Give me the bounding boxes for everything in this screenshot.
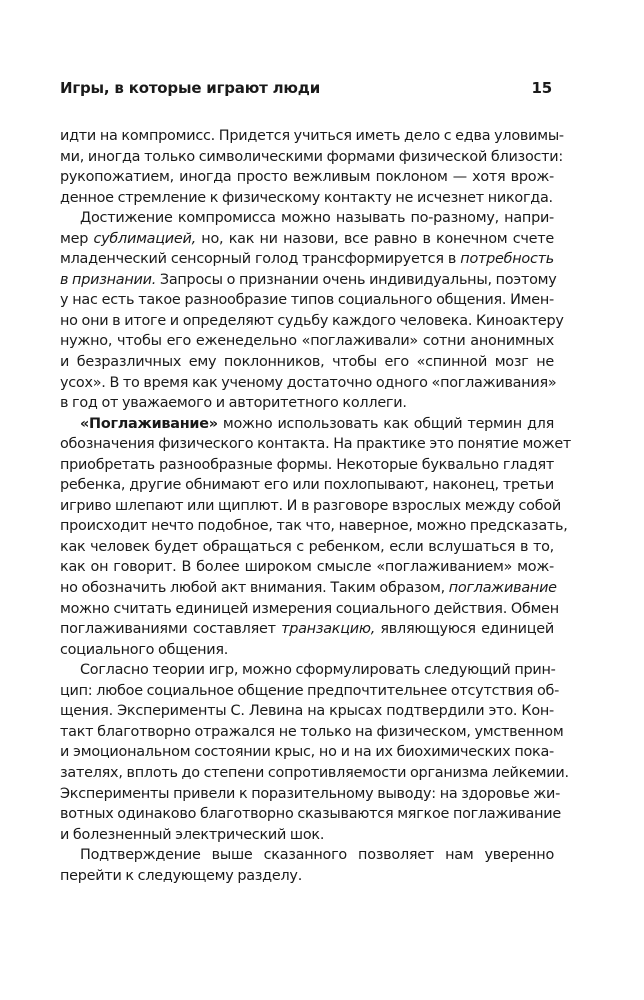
text-line: Достижение компромисса можно называть по-разному, напри- [80,210,554,227]
text-line [60,270,557,291]
text-line: Согласно теории игр, можно сформулировать следующий прин- [80,662,556,679]
text-line: зателях, вплоть до степени сопротивляемости организма лейкемии. [60,764,569,781]
text-line: как человек будет обращаться с ребенком, если вслушаться в то, [60,538,554,555]
paragraph [60,414,572,661]
text-line: ми, иногда только символическими формами физической близости: [60,148,563,165]
text-line: идти на компромисс. Придется учиться иметь дело с едва уловимы- [60,128,564,144]
body-text [60,126,572,886]
page-number: 15 [531,79,552,97]
bold-term: «Поглаживание» [80,415,218,432]
text-segment: поглаживаниями составляет [60,621,282,638]
text-segment: но обозначить любой акт внимания. Таким образом, [60,580,449,597]
italic-term: в признании. [60,271,157,288]
text-segment: младенческий сенсорный голод трансформируется в [60,251,461,268]
text-line: ребенка, другие обнимают его или похлопывают, наконец, третьи [60,477,554,494]
text-line: но они в итоге и определяют судьбу каждого человека. Киноактеру [60,312,564,329]
text-line: и безразличных ему поклонников, чтобы его «спинной мозг не [60,354,554,371]
text-line [60,578,557,599]
text-line: усох». В то время как ученому достаточно одного «поглаживания» [60,374,557,391]
text-line: Подтверждение выше сказанного позволяет нам уверенно [80,847,554,864]
text-segment: можно использовать как общий термин для [217,415,554,432]
paragraph [60,845,554,886]
text-line: денное стремление к физическому контакту не исчезнет никогда. [60,189,553,206]
text-line: социального общения. [60,641,229,658]
italic-term: сублимацией, [93,230,196,247]
text-line: у нас есть такое разнообразие типов социального общения. Имен- [60,292,554,309]
text-line: приобретать разнообразные формы. Некоторые буквально гладят [60,456,554,473]
text-line: такт благотворно отражался не только на физическом, умственном [60,723,564,740]
text-line: в год от уважаемого и авторитетного коллеги. [60,395,407,412]
text-line: щения. Эксперименты С. Левина на крысах подтвердили это. Кон- [60,703,554,720]
text-line: рукопожатием, иногда просто вежливым поклоном — хотя врож- [60,169,554,186]
text-segment: но, как ни назови, все равно в конечном счете [195,230,554,247]
text-line: как он говорит. В более широком смысле «поглаживанием» мож- [60,559,554,576]
text-line [60,619,554,640]
text-segment: являющуюся единицей [375,621,554,638]
text-line [60,414,554,435]
running-title: Игры, в которые играют люди [60,79,321,97]
text-segment: Запросы о признании очень индивидуальны, поэтому [156,271,557,288]
text-line [60,229,554,250]
text-segment: мер [60,230,94,247]
text-line: игриво шлепают или щиплют. И в разговоре взрослых между собой [60,497,561,514]
text-line: нужно, чтобы его еженедельно «поглаживали» сотни анонимных [60,333,554,350]
text-line: цип: любое социальное общение предпочтительнее отсутствия об- [60,682,560,699]
paragraph [60,660,569,845]
running-header [60,79,552,97]
text-line: вотных одинаково благотворно сказываются мягкое поглаживание [60,806,561,823]
paragraph [60,126,564,208]
text-line: перейти к следующему разделу. [60,867,303,884]
text-line [60,249,554,270]
text-line: и эмоциональном состоянии крыс, но и на их биохимических пока- [60,744,554,761]
italic-term: поглаживание [448,580,557,597]
paragraph [60,208,564,413]
text-line: обозначения физического контакта. На практике это понятие может [60,436,572,453]
text-line: и болезненный электрический шок. [60,826,325,843]
text-line: можно считать единицей измерения социального действия. Обмен [60,600,559,617]
italic-term: потребность [460,251,554,268]
italic-term: транзакцию, [281,621,376,638]
text-line: Эксперименты привели к поразительному выводу: на здоровье жи- [60,785,561,802]
text-line: происходит нечто подобное, так что, наверное, можно предсказать, [60,518,568,535]
